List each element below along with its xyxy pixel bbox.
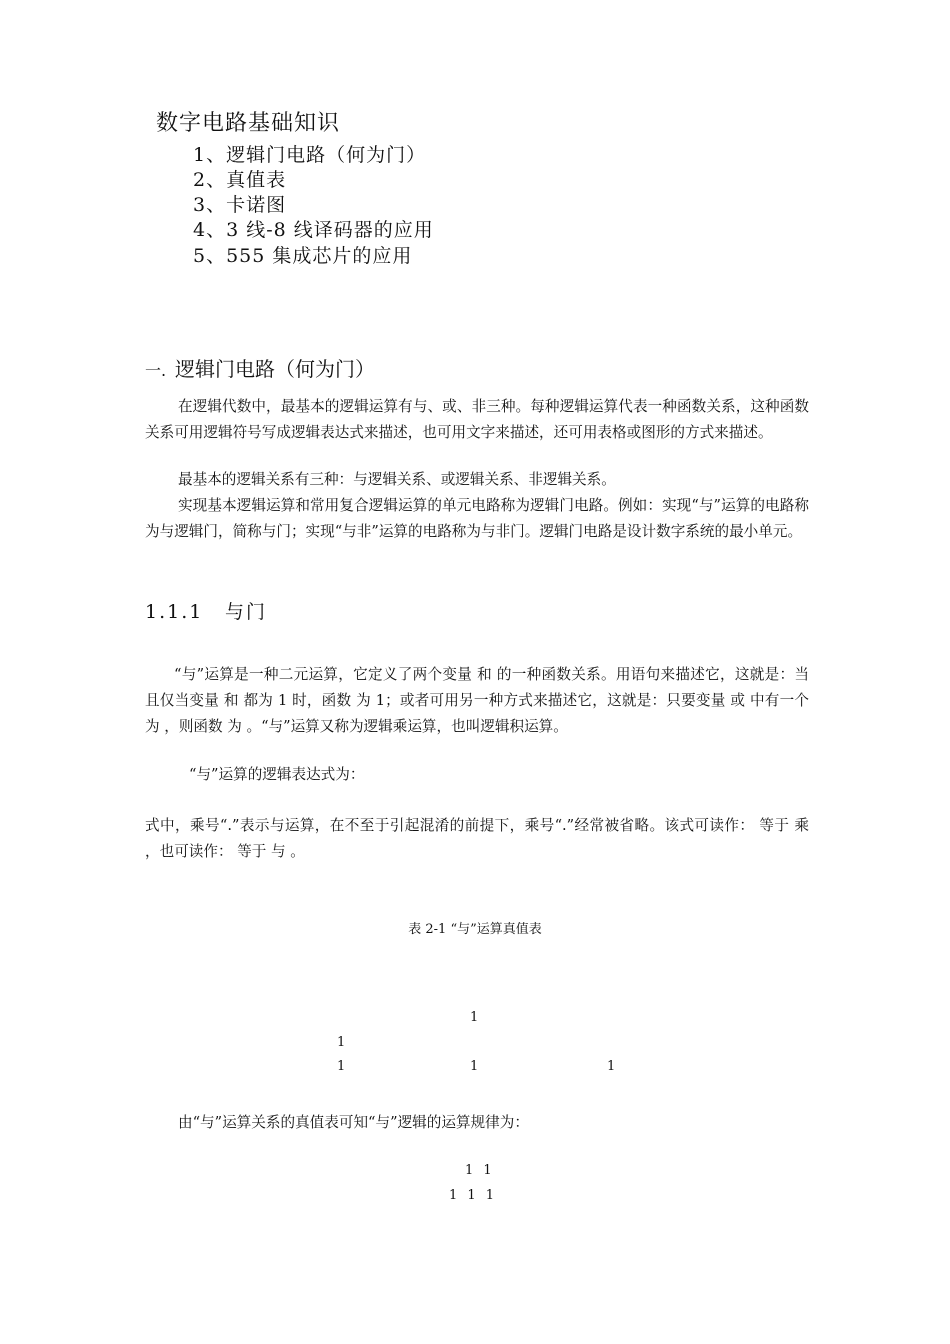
toc-item: 2、真值表	[193, 169, 287, 191]
subsection-heading	[145, 597, 267, 624]
toc-item: 4、3 线-8 线译码器的应用	[193, 219, 434, 241]
subsection-number: 1.1.1	[145, 601, 204, 623]
table-cell: 1	[470, 1059, 479, 1074]
paragraph: 在逻辑代数中，最基本的逻辑运算有与、或、非三种。每种逻辑运算代表一种函数关系，这种函数关系可用逻辑符号写成逻辑表达式来描述，也可用文字来描述，还可用表格或图形的方式来描述。	[145, 398, 809, 441]
table-cell: 1	[470, 1010, 479, 1025]
paragraph: 实现基本逻辑运算和常用复合逻辑运算的单元电路称为逻辑门电路。例如：实现“与”运算的电路称为与逻辑门，简称与门；实现“与非”运算的电路称为与非门。逻辑门电路是设计数字系统的最小单元。	[145, 497, 809, 540]
table-caption: 表 2-1 “与”运算真值表	[408, 922, 542, 937]
subsection-title: 与门	[225, 601, 268, 623]
paragraph: 最基本的逻辑关系有三种：与逻辑关系、或逻辑关系、非逻辑关系。	[178, 471, 616, 488]
table-cell: 1	[607, 1059, 616, 1074]
rule-line: 1 1	[465, 1163, 492, 1178]
paragraph: 由“与”运算关系的真值表可知“与”逻辑的运算规律为：	[178, 1114, 529, 1131]
paragraph: “与”运算的逻辑表达式为：	[189, 766, 365, 783]
toc-item: 5、555 集成芯片的应用	[193, 245, 413, 267]
table-cell: 1	[337, 1035, 346, 1050]
rule-line: 1 1 1	[449, 1188, 495, 1203]
toc-item: 3、卡诺图	[193, 194, 287, 216]
section-heading	[145, 353, 375, 382]
document-title: 数字电路基础知识	[156, 111, 341, 136]
section-number: 一.	[145, 361, 167, 380]
table-cell: 1	[337, 1059, 346, 1074]
paragraph: “与”运算是一种二元运算，它定义了两个变量 和 的一种函数关系。用语句来描述它，这就是：当且仅当变量 和 都为 1 时，函数 为 1；或者可用另一种方式来描述它，这就是：只要变量 或 中有一个为 ，则函数 为 。“与”运算又称为逻辑乘运算，也叫逻辑积运算。	[145, 666, 809, 735]
section-title: 逻辑门电路（何为门）	[175, 357, 375, 381]
paragraph: 式中，乘号“.”表示与运算，在不至于引起混淆的前提下，乘号“.”经常被省略。该式可读作： 等于 乘 ，也可读作： 等于 与 。	[145, 817, 809, 860]
toc-item: 1、逻辑门电路（何为门）	[193, 144, 427, 166]
